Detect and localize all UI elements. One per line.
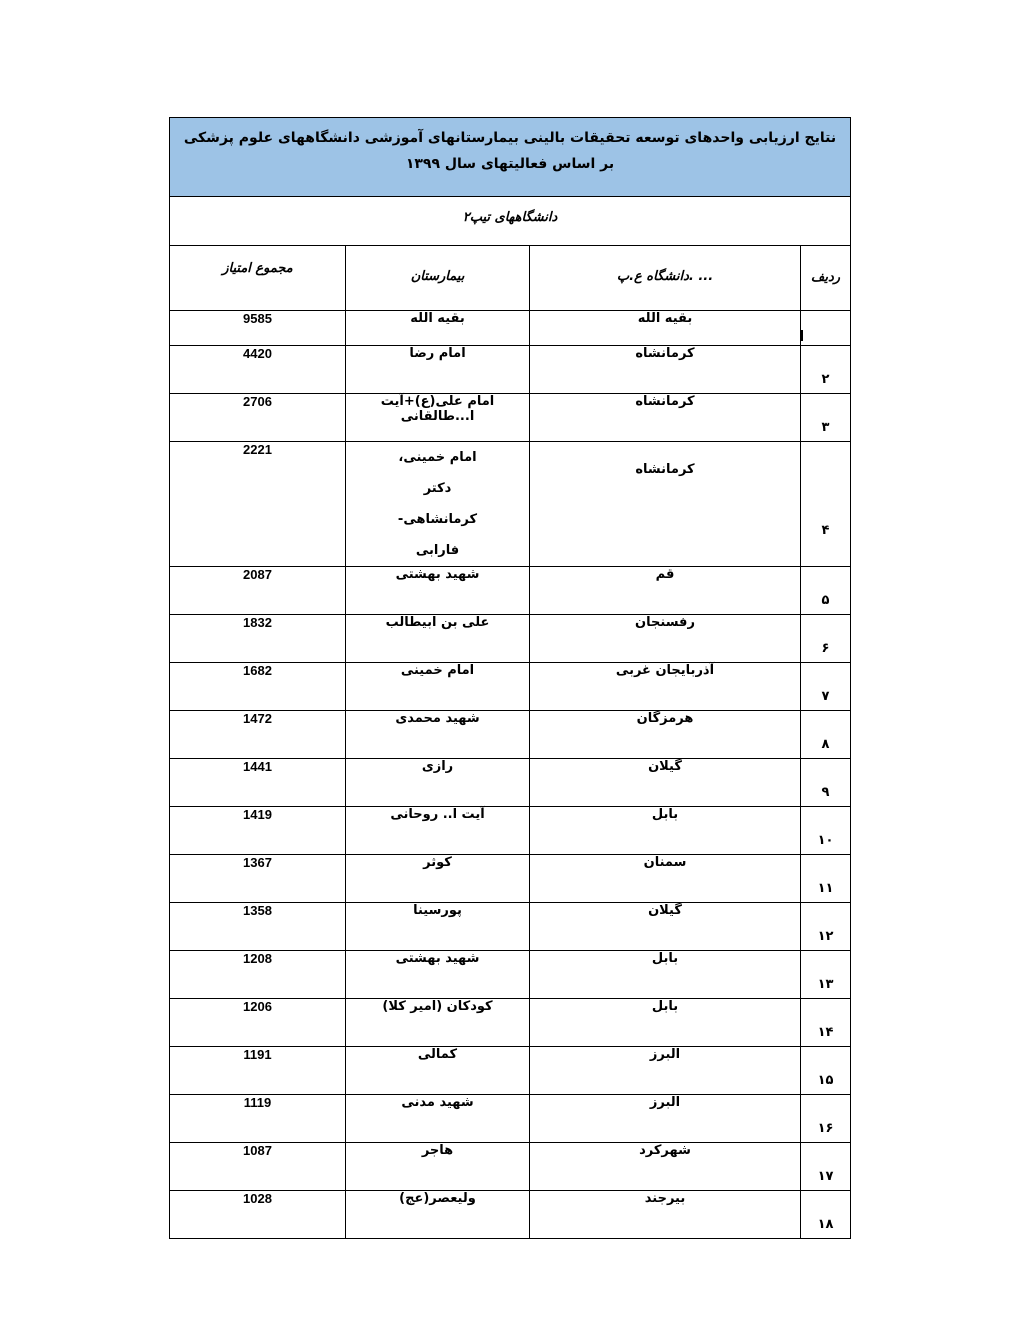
row-number: ۱۰: [817, 833, 834, 848]
header-hospital-label: بیمارستان: [410, 269, 465, 284]
row-number-cell: [801, 663, 851, 711]
row-number: ۷: [821, 689, 830, 704]
row-number: ۱۸: [817, 1217, 834, 1232]
university-cell: آذربایجان غربی: [530, 663, 801, 711]
university-cell: شهرکرد: [530, 1143, 801, 1191]
row-number: ۱۷: [817, 1169, 834, 1184]
hospital-cell: کوثر: [346, 855, 530, 903]
score-cell: 2706: [170, 394, 346, 442]
row-number: ۲: [821, 372, 830, 387]
university-cell: رفسنجان: [530, 615, 801, 663]
title-row: [170, 118, 851, 197]
row-number: ۴: [821, 523, 830, 538]
score-cell: 1087: [170, 1143, 346, 1191]
score-cell: 1419: [170, 807, 346, 855]
score-cell: 1119: [170, 1095, 346, 1143]
table-row: [170, 759, 851, 807]
university-cell: کرمانشاه: [530, 394, 801, 442]
university-cell: بیرجند: [530, 1191, 801, 1239]
row-number: ۹: [821, 785, 830, 800]
row-number: ۱۳: [817, 977, 834, 992]
hospital-cell: علی بن ابیطالب: [346, 615, 530, 663]
row-number-cell: [801, 999, 851, 1047]
header-score: [170, 246, 346, 311]
hospital-cell: کودکان (امیر کلا): [346, 999, 530, 1047]
table-row: [170, 394, 851, 442]
row-number-cell: [801, 1095, 851, 1143]
score-cell: 4420: [170, 346, 346, 394]
table-row: [170, 1047, 851, 1095]
hospital-cell: امام خمینی: [346, 663, 530, 711]
hospital-cell: امام رضا: [346, 346, 530, 394]
university-cell: بقیه الله: [530, 311, 801, 346]
header-university: [530, 246, 801, 311]
hospital-cell: شهید بهشتی: [346, 951, 530, 999]
header-score-label: مجموع امتیاز: [222, 261, 293, 276]
header-row-number: [801, 246, 851, 311]
hospital-cell: بقیه الله: [346, 311, 530, 346]
table-row: [170, 711, 851, 759]
row-number-cell: [801, 311, 851, 346]
score-cell: 1208: [170, 951, 346, 999]
row-number: ۵: [821, 593, 830, 608]
university-cell: گیلان: [530, 903, 801, 951]
row-number-stroke: [801, 330, 803, 341]
score-cell: 1472: [170, 711, 346, 759]
hospital-cell: کمالی: [346, 1047, 530, 1095]
score-cell: 1367: [170, 855, 346, 903]
row-number-cell: [801, 346, 851, 394]
university-cell: بابل: [530, 999, 801, 1047]
university-cell: کرمانشاه: [530, 346, 801, 394]
row-number: ۱۱: [817, 881, 834, 896]
table-row: [170, 999, 851, 1047]
table-row: [170, 615, 851, 663]
row-number: ۱۲: [817, 929, 834, 944]
header-row-label: ردیف: [810, 270, 841, 285]
university-cell: گیلان: [530, 759, 801, 807]
row-number-cell: [801, 1143, 851, 1191]
hospital-cell: پورسینا: [346, 903, 530, 951]
subtitle-cell: [170, 197, 851, 246]
row-number-cell: [801, 855, 851, 903]
score-cell: 2087: [170, 567, 346, 615]
table-row: [170, 346, 851, 394]
row-number: ۱۶: [817, 1121, 834, 1136]
university-cell: البرز: [530, 1095, 801, 1143]
score-cell: 1028: [170, 1191, 346, 1239]
row-number-cell: [801, 394, 851, 442]
score-cell: 1206: [170, 999, 346, 1047]
hospital-cell: امام خمینی، دکتر کرمانشاهی- فارابی: [346, 442, 530, 567]
table-row: [170, 951, 851, 999]
score-cell: 1832: [170, 615, 346, 663]
title-cell: [170, 118, 851, 197]
score-cell: 1441: [170, 759, 346, 807]
row-number: ۶: [821, 641, 830, 656]
row-number-cell: [801, 1047, 851, 1095]
table-row: [170, 663, 851, 711]
university-cell: کرمانشاه: [530, 442, 801, 567]
university-cell: بابل: [530, 951, 801, 999]
score-cell: 9585: [170, 311, 346, 346]
table-row: [170, 311, 851, 346]
row-number: ۱۴: [817, 1025, 834, 1040]
header-hospital: [346, 246, 530, 311]
header-university-label: دانشگاه ع.پ. ...: [616, 269, 714, 284]
row-number-cell: [801, 442, 851, 567]
hospital-cell: امام علی(ع)+آیت ا...طالقانی: [346, 394, 530, 442]
row-number-cell: [801, 759, 851, 807]
university-cell: سمنان: [530, 855, 801, 903]
title-line-1: نتایج ارزیابی واحدهای توسعه تحقیقات بالینی بیمارستانهای آموزشی دانشگاههای علوم پزشکی: [183, 130, 837, 146]
row-number: ۳: [821, 420, 830, 435]
score-cell: 1682: [170, 663, 346, 711]
score-cell: 1191: [170, 1047, 346, 1095]
header-row: [170, 246, 851, 311]
table-row: [170, 567, 851, 615]
row-number-cell: [801, 903, 851, 951]
table-row: [170, 807, 851, 855]
table-row: [170, 903, 851, 951]
hospital-cell: رازی: [346, 759, 530, 807]
score-cell: 2221: [170, 442, 346, 567]
row-number-cell: [801, 807, 851, 855]
hospital-cell: شهید محمدی: [346, 711, 530, 759]
hospital-cell: شهید بهشتی: [346, 567, 530, 615]
title-line-2: بر اساس فعالیتهای سال ۱۳۹۹: [405, 156, 615, 172]
table-row: [170, 442, 851, 567]
hospital-cell: هاجر: [346, 1143, 530, 1191]
row-number-cell: [801, 567, 851, 615]
hospital-cell: ولیعصر(عج): [346, 1191, 530, 1239]
row-number-cell: [801, 711, 851, 759]
row-number-cell: [801, 951, 851, 999]
table-row: [170, 855, 851, 903]
subtitle-row: [170, 197, 851, 246]
row-number-cell: [801, 1191, 851, 1239]
row-number: ۱۵: [817, 1073, 834, 1088]
results-table: [169, 117, 851, 1239]
score-cell: 1358: [170, 903, 346, 951]
university-cell: البرز: [530, 1047, 801, 1095]
row-number-cell: [801, 615, 851, 663]
university-cell: هرمزگان: [530, 711, 801, 759]
university-cell: قم: [530, 567, 801, 615]
hospital-cell: آیت ا.. روحانی: [346, 807, 530, 855]
row-number: ۸: [821, 737, 830, 752]
table-row: [170, 1095, 851, 1143]
table-row: [170, 1191, 851, 1239]
table-row: [170, 1143, 851, 1191]
hospital-cell: شهید مدنی: [346, 1095, 530, 1143]
university-cell: بابل: [530, 807, 801, 855]
subtitle: دانشگاههای تیپ۲: [462, 210, 558, 225]
